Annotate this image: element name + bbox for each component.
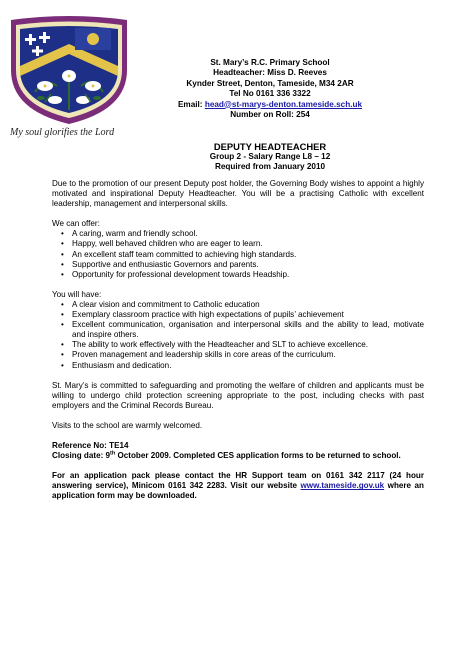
- school-name: St. Mary’s R.C. Primary School: [210, 58, 330, 67]
- list-item: • Proven management and leadership skills in core areas of the curriculum.: [61, 350, 336, 360]
- school-header: [130, 58, 410, 120]
- reference-number: Reference No: TE14: [52, 440, 129, 450]
- list-item: • Supportive and enthusiastic Governors and parents.: [61, 259, 259, 269]
- list-item: • Excellent communication, organisation and interpersonal skills and the ability to lead, motivate and inspire others.: [61, 320, 424, 340]
- have-heading: You will have:: [52, 289, 102, 299]
- headteacher-name: Headteacher: Miss D. Reeves: [213, 68, 327, 78]
- closing-date: Closing date: 9th October 2009. Completed CES application forms to be returned to school.: [52, 450, 401, 461]
- list-item: • Happy, well behaved children who are eager to learn.: [61, 239, 263, 249]
- list-item: • The ability to work effectively with the Headteacher and SLT to achieve excellence.: [61, 340, 369, 350]
- email-link[interactable]: head@st-marys-denton.tameside.sch.uk: [204, 99, 363, 109]
- website-link[interactable]: www.tameside.gov.uk: [300, 481, 385, 491]
- offer-list: [52, 229, 424, 279]
- have-list: [52, 300, 424, 371]
- safeguarding-paragraph: St. Mary’s is committed to safeguarding and promoting the welfare of children and applicants must be willing to undergo child protection screening appropriate to the post, including checks with past employers and the Criminal Records Bureau.: [52, 380, 424, 410]
- start-date: Required from January 2010: [214, 162, 326, 172]
- school-address: Kynder Street, Denton, Tameside, M34 2AR: [186, 78, 354, 88]
- salary-group: Group 2 - Salary Range L8 – 12: [209, 152, 331, 161]
- intro-paragraph: Due to the promotion of our present Deputy post holder, the Governing Body wishes to appoint a highly motivated and inspirational Deputy Headteacher. You will be a practising Catholic with excellent leadership, management and interpersonal skills.: [52, 179, 424, 209]
- school-telephone: Tel No 0161 336 3322: [229, 89, 311, 99]
- school-motto: My soul glorifies the Lord: [10, 127, 115, 138]
- list-item: • Exemplary classroom practice with high expectations of pupils’ achievement: [61, 310, 344, 320]
- offer-heading: We can offer:: [52, 219, 100, 229]
- list-item: • An excellent staff team committed to achieving high standards.: [61, 249, 297, 259]
- list-item: • Opportunity for professional development towards Headship.: [61, 269, 290, 279]
- school-crest-logo: [5, 14, 133, 126]
- roll-number: Number on Roll: 254: [230, 110, 310, 120]
- vacancy-title-block: [130, 141, 410, 173]
- advert-body: [52, 179, 424, 511]
- list-item: • Enthusiasm and dedication.: [61, 360, 172, 370]
- visits-paragraph: Visits to the school are warmly welcomed.: [52, 420, 203, 430]
- list-item: • A clear vision and commitment to Catholic education: [61, 299, 260, 309]
- email-label: Email:: [177, 99, 205, 109]
- email-line: [130, 100, 410, 110]
- list-item: • A caring, warm and friendly school.: [61, 229, 198, 239]
- post-title: DEPUTY HEADTEACHER: [213, 141, 327, 152]
- application-paragraph: For an application pack please contact the HR Support team on 0161 342 2117 (24 hour answering service), Minicom 0161 342 2283. Visit our website www.tameside.gov.uk where an application form may be downloaded.: [52, 471, 424, 501]
